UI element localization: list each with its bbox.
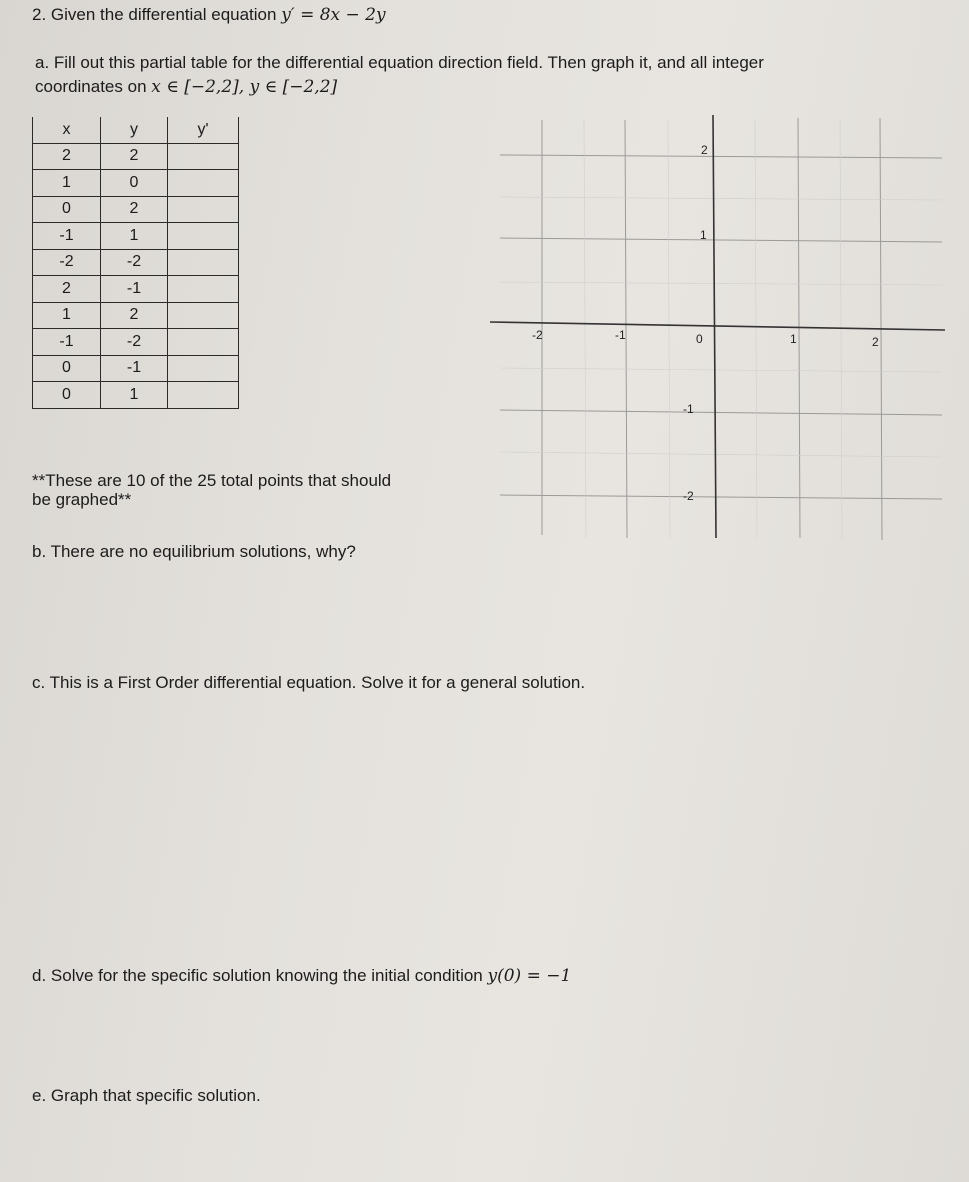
part-c-question: c. This is a First Order differential equation. Solve it for a general solution. [32, 673, 586, 692]
part-b-question: b. There are no equilibrium solutions, why? [32, 542, 356, 561]
y-tick-label: 2 [701, 143, 708, 157]
cell-yprime[interactable] [168, 355, 239, 382]
y-tick-label: 1 [700, 228, 707, 242]
x-tick-label: 0 [696, 332, 703, 346]
differential-equation: y′ = 8x − 2y [281, 5, 386, 25]
part-a-domain: x ∈ [−2,2], y ∈ [−2,2] [151, 77, 338, 97]
part-d-question [32, 965, 571, 987]
y-tick-label: -1 [683, 402, 694, 416]
cell-yprime[interactable] [168, 276, 239, 303]
cell-y: -1 [101, 355, 168, 382]
y-tick-labels [683, 143, 708, 503]
cell-yprime[interactable] [168, 143, 239, 170]
x-axis [490, 322, 945, 330]
x-tick-labels [532, 328, 879, 349]
table-row [33, 143, 239, 170]
cell-yprime[interactable] [168, 329, 239, 356]
x-tick-label: -1 [615, 328, 626, 342]
question-number-label: 2. Given the differential equation [32, 5, 277, 24]
cell-yprime[interactable] [168, 170, 239, 197]
part-a-domain-line [35, 76, 337, 98]
question-title [32, 4, 386, 26]
x-tick-label: 2 [872, 335, 879, 349]
minor-grid-lines [500, 120, 942, 540]
cell-x: 1 [33, 302, 101, 329]
cell-x: -1 [33, 329, 101, 356]
y-tick-label: -2 [683, 489, 694, 503]
cell-y: 1 [101, 382, 168, 409]
direction-field-table [32, 117, 239, 409]
cell-y: -2 [101, 249, 168, 276]
cell-yprime[interactable] [168, 223, 239, 250]
cell-x: 2 [33, 143, 101, 170]
cell-x: 0 [33, 382, 101, 409]
cell-x: 0 [33, 355, 101, 382]
cell-x: 2 [33, 276, 101, 303]
cell-yprime[interactable] [168, 249, 239, 276]
table-row [33, 276, 239, 303]
table-row [33, 302, 239, 329]
note-line-2: be graphed** [32, 490, 132, 509]
cell-y: -1 [101, 276, 168, 303]
cell-x: -1 [33, 223, 101, 250]
header-yprime: y' [168, 117, 239, 143]
table-row [33, 223, 239, 250]
x-tick-label: 1 [790, 332, 797, 346]
note-line-1: **These are 10 of the 25 total points that should [32, 471, 392, 490]
cell-yprime[interactable] [168, 382, 239, 409]
cell-y: 2 [101, 302, 168, 329]
table-header-row [33, 117, 239, 143]
cell-x: 1 [33, 170, 101, 197]
cell-y: 2 [101, 196, 168, 223]
part-e-question: e. Graph that specific solution. [32, 1086, 261, 1105]
direction-field-grid[interactable] [480, 110, 945, 540]
axes [490, 115, 945, 538]
table-row [33, 170, 239, 197]
header-x: x [33, 117, 101, 143]
cell-yprime[interactable] [168, 302, 239, 329]
x-tick-label: -2 [532, 328, 543, 342]
table-row [33, 196, 239, 223]
cell-x: 0 [33, 196, 101, 223]
cell-y: 1 [101, 223, 168, 250]
table-row [33, 249, 239, 276]
table-row [33, 329, 239, 356]
part-d-text: d. Solve for the specific solution knowing the initial condition [32, 966, 483, 985]
cell-yprime[interactable] [168, 196, 239, 223]
part-a-domain-prefix: coordinates on [35, 77, 147, 96]
header-y: y [101, 117, 168, 143]
cell-y: 0 [101, 170, 168, 197]
cell-y: 2 [101, 143, 168, 170]
table-row [33, 355, 239, 382]
cell-x: -2 [33, 249, 101, 276]
cell-y: -2 [101, 329, 168, 356]
initial-condition: y(0) = −1 [487, 966, 572, 986]
table-row [33, 382, 239, 409]
part-a-instruction: a. Fill out this partial table for the differential equation direction field. Then graph it, and all integer [35, 53, 764, 72]
